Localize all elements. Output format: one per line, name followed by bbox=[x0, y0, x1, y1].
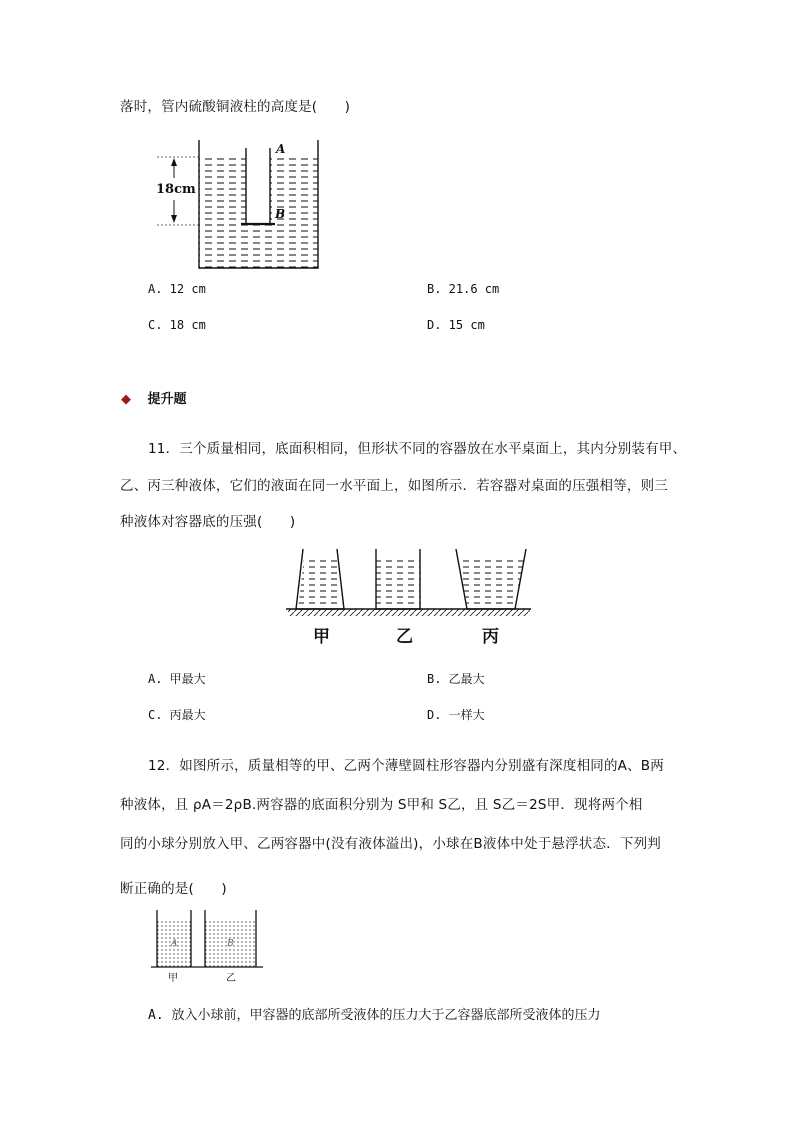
q12-line-3: 同的小球分别放入甲、乙两容器中(没有液体溢出)，小球在B液体中处于悬浮状态．下列判 bbox=[120, 836, 661, 852]
q12-option-a[interactable]: A. 放入小球前，甲容器的底部所受液体的压力大于乙容器底部所受液体的压力 bbox=[148, 1008, 601, 1023]
q10-option-a[interactable]: A. 12 cm bbox=[148, 282, 206, 296]
q11-line-3: 种液体对容器底的压强( ) bbox=[120, 514, 296, 530]
q11-table-hatch bbox=[288, 609, 530, 616]
q11-liquid-bing bbox=[458, 558, 524, 609]
q11-line-2: 乙、丙三种液体，它们的液面在同一水平面上，如图所示．若容器对桌面的压强相等，则三 bbox=[120, 478, 668, 494]
q10-height-label: 18cm bbox=[156, 182, 196, 197]
q11-option-c[interactable]: C. 丙最大 bbox=[148, 708, 206, 722]
q11-line-1: 11．三个质量相同，底面积相同，但形状不同的容器放在水平桌面上，其内分别装有甲、 bbox=[148, 441, 687, 457]
q11-option-d[interactable]: D. 一样大 bbox=[427, 708, 485, 722]
q12-line-1: 12．如图所示，质量相等的甲、乙两个薄壁圆柱形容器内分别盛有深度相同的A、B两 bbox=[148, 758, 664, 774]
q12-line-2: 种液体，且 ρA＝2ρB.两容器的底面积分别为 S甲和 S乙，且 S乙＝2S甲．现将两个相 bbox=[120, 797, 643, 813]
q12-line-4: 断正确的是( ) bbox=[120, 881, 227, 897]
section-title: 提升题 bbox=[147, 392, 187, 407]
q11-option-b[interactable]: B. 乙最大 bbox=[427, 672, 485, 686]
q10-option-b[interactable]: B. 21.6 cm bbox=[427, 282, 500, 296]
section-header bbox=[121, 388, 187, 407]
q10-option-c[interactable]: C. 18 cm bbox=[148, 318, 206, 332]
q12-liquid-a-label: A bbox=[171, 939, 178, 949]
q10-label-b: B bbox=[275, 207, 286, 221]
q11-liquid-yi bbox=[376, 558, 420, 609]
q11-liquid-jia bbox=[298, 558, 343, 609]
q10-label-a: A bbox=[276, 142, 286, 156]
q11-label-bing: 丙 bbox=[482, 627, 499, 647]
q10-question-tail: 落时，管内硫酸铜液柱的高度是( ) bbox=[120, 99, 351, 115]
diamond-bullet-icon: ◆ bbox=[121, 392, 131, 407]
q10-option-d[interactable]: D. 15 cm bbox=[427, 318, 485, 332]
q11-option-a[interactable]: A. 甲最大 bbox=[148, 672, 206, 686]
q12-liquid-b-label: B bbox=[227, 939, 234, 949]
q11-label-yi: 乙 bbox=[396, 627, 413, 647]
q11-label-jia: 甲 bbox=[313, 627, 330, 647]
q12-label-jia: 甲 bbox=[168, 973, 178, 984]
q10-tube bbox=[246, 148, 270, 223]
q12-label-yi: 乙 bbox=[226, 973, 236, 984]
q10-liquid bbox=[199, 158, 318, 268]
